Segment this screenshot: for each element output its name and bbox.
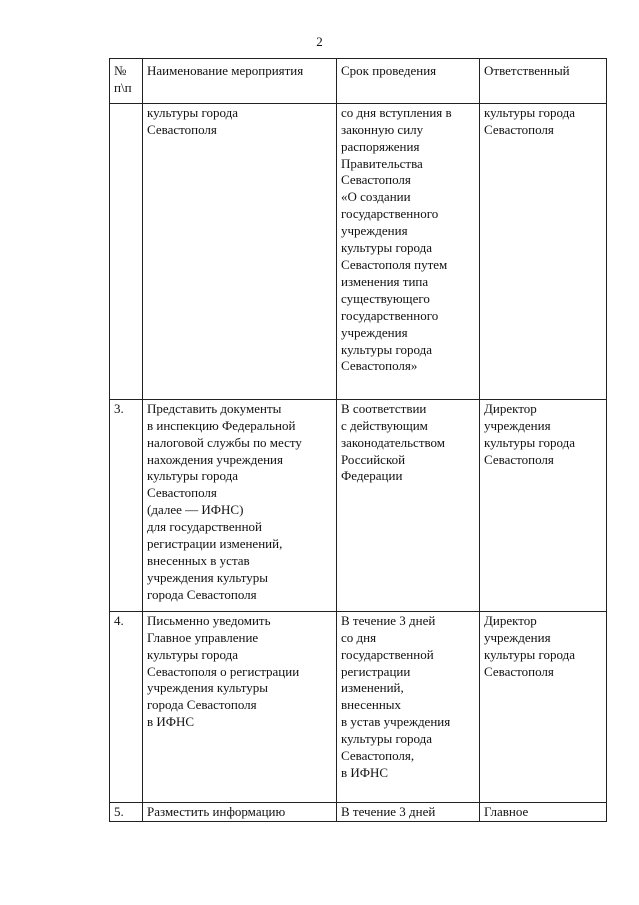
table-row [110,399,607,611]
cell-deadline: со дня вступления в законную силу распоряжения Правительства Севастополя «О создании государственного учреждения культуры города Севастополя путем изменения типа существующего государственного учреждения культуры города Севастополя» [337,103,480,399]
header-responsible: Ответственный [480,59,607,104]
cell-responsible: культуры города Севастополя [480,103,607,399]
header-deadline: Срок проведения [337,59,480,104]
cell-number [110,103,143,399]
header-event-name: Наименование мероприятия [143,59,337,104]
table-row [110,611,607,802]
cell-responsible: Главное [480,802,607,821]
cell-responsible: Директор учреждения культуры города Севастополя [480,611,607,802]
cell-deadline: В течение 3 дней со дня государственной регистрации изменений, внесенных в устав учреждения культуры города Севастополя, в ИФНС [337,611,480,802]
table-row [110,103,607,399]
cell-event-name: культуры города Севастополя [143,103,337,399]
header-number: № п\п [110,59,143,104]
cell-deadline: В течение 3 дней [337,802,480,821]
cell-number: 3. [110,399,143,611]
cell-number: 5. [110,802,143,821]
table-header-row [110,59,607,104]
table-row [110,802,607,821]
cell-number: 4. [110,611,143,802]
cell-responsible: Директор учреждения культуры города Севастополя [480,399,607,611]
cell-deadline: В соответствии с действующим законодательством Российской Федерации [337,399,480,611]
cell-event-name: Представить документы в инспекцию Федеральной налоговой службы по месту нахождения учреждения культуры города Севастополя (далее — ИФНС) для государственной регистрации изменений, внесенных в устав учреждения культуры города Севастополя [143,399,337,611]
page-number: 2 [316,34,323,49]
cell-event-name: Разместить информацию [143,802,337,821]
events-table [109,58,607,822]
cell-event-name: Письменно уведомить Главное управление культуры города Севастополя о регистрации учреждения культуры города Севастополя в ИФНС [143,611,337,802]
